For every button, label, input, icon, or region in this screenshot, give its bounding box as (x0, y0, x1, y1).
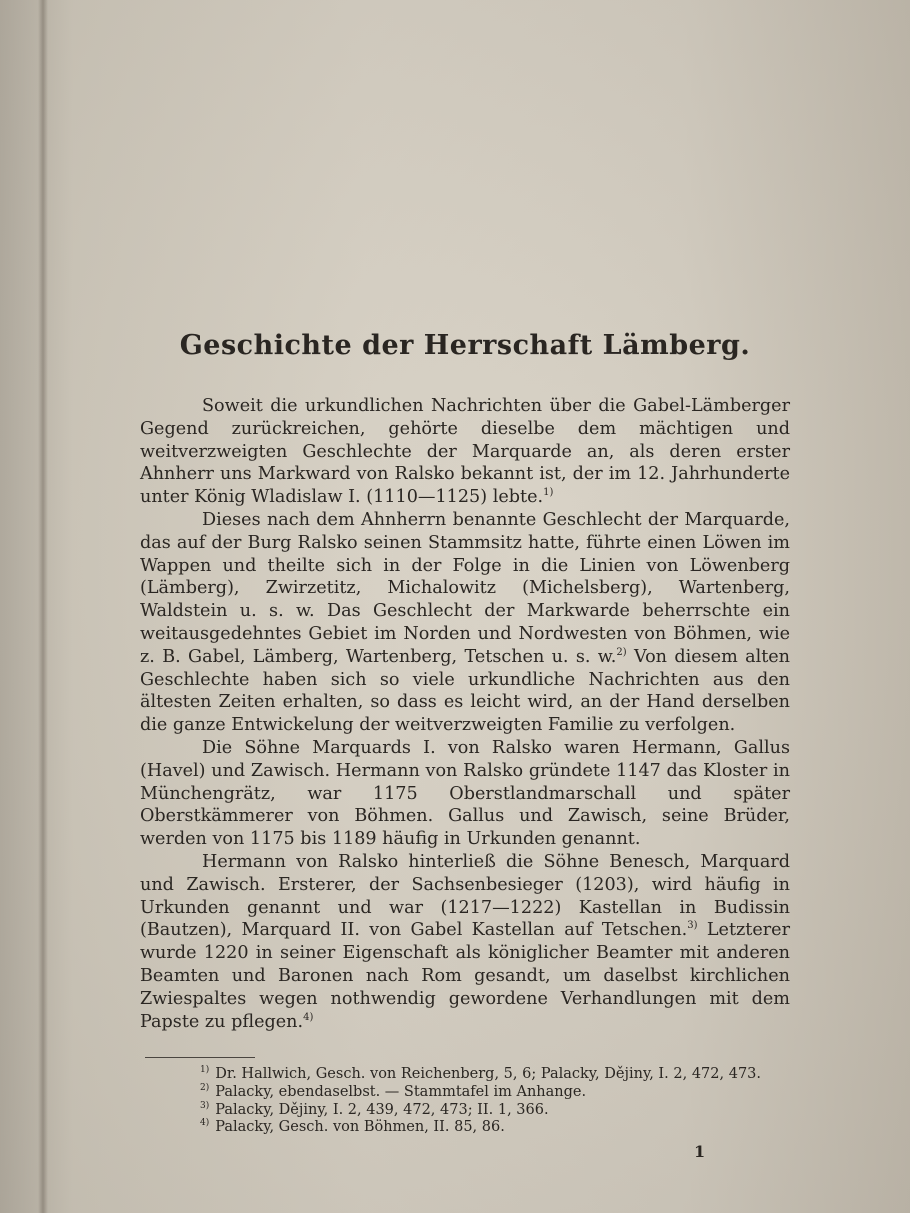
footnote-ref-2: 2) (616, 646, 627, 658)
footnotes (200, 1066, 790, 1136)
footnote-ref-4: 4) (303, 1011, 314, 1023)
footnote-4: $^{4)}$ Palacky, Gesch. von Böhmen, II. 85, 86. (200, 1118, 505, 1136)
footnote-ref-3: 3) (687, 920, 698, 932)
paragraph-1: Soweit die urkundlichen Nachrichten über die Gabel-Lämberger Gegend zurückreichen, gehörte dieselbe dem mächtigen und weitverzweigten Geschlechte der Marquarde an, als deren erster Ahnherr uns Markward von Ralsko bekannt ist, der im 12. Jahrhunderte unter König Wladislaw I. (1110—1125) lebte.$^{1)}$ (140, 396, 790, 508)
footnote-1: $^{1)}$ Dr. Hallwich, Gesch. von Reichenberg, 5, 6; Palacky, Dějiny, I. 2, 472, 473. (200, 1065, 762, 1083)
paragraph-2: Dieses nach dem Ahnherrn benannte Geschlecht der Marquarde, das auf der Burg Ralsko seinen Stammsitz hatte, führte einen Löwen im Wappen und theilte sich in der Folge in die Linien von Löwenberg (Lämberg), Zwirzetitz, Michalowitz (Michelsberg), Wartenberg, Waldstein u. s. w. Das Geschlecht der Markwarde beherrschte ein weitausgedehntes Gebiet im Norden und Nordwesten von Böhmen, wie z. B. Gabel, Lämberg, Wartenberg, Tetschen u. s. w.$^{2)}$ Von diesem alten Geschlechte haben sich so viele urkundliche Nachrichten aus den ältesten Zeiten erhalten, so dass es leicht wird, an der Hand derselben die ganze Entwickelung der weitverzweigten Familie zu verfolgen. (140, 509, 791, 736)
chapter-title: Geschichte der Herrschaft Lämberg. (179, 330, 751, 361)
footnote-3: $^{3)}$ Palacky, Dějiny, I. 2, 439, 472, 473; II. 1, 366. (200, 1100, 549, 1118)
footnote-2: $^{2)}$ Palacky, ebendaselbst. — Stammtafel im Anhange. (200, 1083, 587, 1100)
page-content (140, 330, 790, 1137)
footnote-ref-1: 1) (543, 487, 554, 499)
page-fold-shadow (38, 0, 48, 1213)
footnote-divider (145, 1057, 255, 1058)
page-number: 1 (694, 1142, 706, 1161)
paragraph-4: Hermann von Ralsko hinterließ die Söhne Benesch, Marquard und Zawisch. Ersterer, der Sachsenbesieger (1203), wird häufig in Urkunden genannt und war (1217—1222) Kastellan in Budissin (Bautzen), Marquard II. von Gabel Kastellan auf Tetschen.$^{3)}$ Letzterer wurde 1220 in seiner Eigenschaft als königlicher Beamter mit anderen Beamten und Baronen nach Rom gesandt, um daselbst kirchlichen Zwiespaltes wegen nothwendig gewordene Verhandlungen mit dem Papste zu pflegen.$^{4)}$ (140, 851, 790, 1032)
paragraph-3: Die Söhne Marquards I. von Ralsko waren Hermann, Gallus (Havel) und Zawisch. Hermann von Ralsko gründete 1147 das Kloster in Münchengrätz, war 1175 Oberstlandmarschall und später Oberstkämmerer von Böhmen. Gallus und Zawisch, seine Brüder, werden von 1175 bis 1189 häufig in Urkunden genannt. (140, 737, 790, 850)
